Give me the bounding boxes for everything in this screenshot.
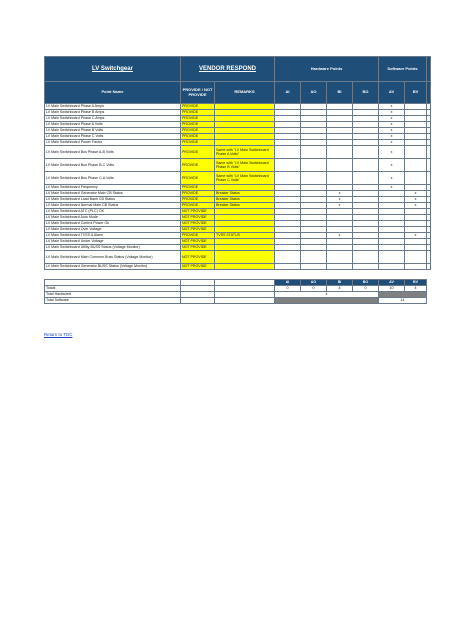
total-bv: 4 — [405, 286, 427, 292]
provide-cell: PROVIDE — [181, 128, 215, 134]
points-sheet — [44, 56, 430, 304]
row-edge — [427, 146, 431, 159]
av-cell: x — [379, 122, 405, 128]
bi-cell: x — [327, 191, 353, 197]
provide-cell: PROVIDE — [181, 191, 215, 197]
row-edge — [427, 264, 431, 270]
provide-cell: PROVIDE — [181, 134, 215, 140]
row-edge — [427, 251, 431, 264]
bi-cell — [327, 146, 353, 159]
hardwired-value: 4 — [275, 292, 379, 298]
av-cell: x — [379, 185, 405, 191]
ao-cell — [301, 159, 327, 172]
point-name-cell: LV Main Switchboard Auto Mode — [45, 215, 181, 221]
vendor-respond-heading: VENDOR RESPOND — [181, 57, 275, 82]
point-name-cell: LV Main Switchboard Bus Phase A-B Volts — [45, 146, 181, 159]
table-row — [45, 264, 431, 270]
sheet-title: LV Switchgear — [45, 57, 181, 82]
bv-cell — [405, 251, 427, 264]
col-bv: BV — [405, 82, 427, 104]
point-name-cell: LV Main Switchboard Phase C Amps — [45, 116, 181, 122]
provide-cell: NOT PROVIDE — [181, 245, 215, 251]
point-name-cell: LV Main Switchboard Bus Phase C-A Volts — [45, 172, 181, 185]
provide-cell: PROVIDE — [181, 116, 215, 122]
av-cell: x — [379, 110, 405, 116]
sum-h-ai: AI — [275, 280, 301, 286]
table-row — [45, 146, 431, 159]
sum-h-av: AV — [379, 280, 405, 286]
point-name-cell: LV Main Switchboard Frequency — [45, 185, 181, 191]
point-name-cell: LV Main Switchboard Power Factor — [45, 140, 181, 146]
provide-cell: PROVIDE — [181, 110, 215, 116]
bo-cell — [353, 172, 379, 185]
ao-cell — [301, 264, 327, 270]
bo-cell — [353, 159, 379, 172]
row-edge — [427, 172, 431, 185]
point-name-cell: LV Main Switchboard Load Bank CB Status — [45, 197, 181, 203]
total-ai: 0 — [275, 286, 301, 292]
table-row — [45, 251, 431, 264]
bi-cell: x — [327, 203, 353, 209]
total-ao: 0 — [301, 286, 327, 292]
header-edge — [427, 82, 431, 104]
remarks-cell: TVSS STATUS — [215, 233, 275, 239]
point-name-cell: LV Main Switchboard Utility BUSS Status (Voltage Monitor) — [45, 245, 181, 251]
point-name-cell: LV Main Switchboard Phase A Amps — [45, 104, 181, 110]
provide-cell: PROVIDE — [181, 203, 215, 209]
point-name-cell: LV Main Switchboard Normal Main CB Status — [45, 203, 181, 209]
point-name-cell: LV Main Switchboard Under Voltage — [45, 239, 181, 245]
bv-cell: x — [405, 191, 427, 197]
point-name-cell: LV Main Switchboard ATC (PLC) OK — [45, 209, 181, 215]
bv-cell — [405, 172, 427, 185]
col-ai: AI — [275, 82, 301, 104]
table-row — [45, 159, 431, 172]
remarks-cell: Same with "LV Main Switchboard Phase A Volts" — [215, 146, 275, 159]
provide-cell: NOT PROVIDE — [181, 215, 215, 221]
remarks-cell: Same with "LV Main Switchboard Phase C Volts" — [215, 172, 275, 185]
ai-cell — [275, 146, 301, 159]
point-name-cell: LV Main Switchboard TVSS A Alarm — [45, 233, 181, 239]
point-name-cell: LV Main Switchboard Over Voltage — [45, 227, 181, 233]
sum-h-bi: BI — [327, 280, 353, 286]
remarks-cell: Breaker Status — [215, 203, 275, 209]
bi-cell — [327, 172, 353, 185]
remarks-cell: Same with "LV Main Switchboard Phase B Volts" — [215, 159, 275, 172]
sum-h-bo: BO — [353, 280, 379, 286]
table-row — [45, 172, 431, 185]
remarks-cell — [215, 251, 275, 264]
point-name-cell: LV Main Switchboard Main Common Buss Status (Voltage Monitor) — [45, 251, 181, 264]
av-cell: x — [379, 116, 405, 122]
sum-h-ao: AO — [301, 280, 327, 286]
provide-cell: NOT PROVIDE — [181, 239, 215, 245]
bv-cell: x — [405, 203, 427, 209]
summary-table — [44, 279, 431, 304]
col-remarks: REMARKS — [215, 82, 275, 104]
software-row — [45, 298, 431, 304]
provide-cell: PROVIDE — [181, 233, 215, 239]
av-cell: x — [379, 128, 405, 134]
provide-cell: PROVIDE — [181, 197, 215, 203]
header-row-2 — [45, 82, 431, 104]
bi-cell: x — [327, 197, 353, 203]
total-bi: 4 — [327, 286, 353, 292]
bi-cell — [327, 264, 353, 270]
point-name-cell: LV Main Switchboard Generator Main CB Status — [45, 191, 181, 197]
provide-cell: PROVIDE — [181, 122, 215, 128]
provide-cell: PROVIDE — [181, 146, 215, 159]
point-name-cell: LV Main Switchboard Control Power Ok — [45, 221, 181, 227]
point-name-cell: LV Main Switchboard Bus Phase B-C Volts — [45, 159, 181, 172]
av-cell: x — [379, 104, 405, 110]
bv-cell: x — [405, 197, 427, 203]
hardware-points-heading: Hardware Points — [275, 57, 379, 82]
col-bi: BI — [327, 82, 353, 104]
av-cell: x — [379, 146, 405, 159]
point-name-cell: LV Main Switchboard Phase B Amps — [45, 110, 181, 116]
ao-cell — [301, 172, 327, 185]
bi-cell — [327, 159, 353, 172]
provide-cell: PROVIDE — [181, 172, 215, 185]
ai-cell — [275, 159, 301, 172]
ai-cell — [275, 172, 301, 185]
total-bo: 0 — [353, 286, 379, 292]
header-edge — [427, 57, 431, 82]
point-name-cell: LV Main Switchboard Phase B Volts — [45, 128, 181, 134]
bv-cell — [405, 264, 427, 270]
point-name-cell: LV Main Switchboard Phase C Volts — [45, 134, 181, 140]
bv-cell: x — [405, 233, 427, 239]
provide-cell: NOT PROVIDE — [181, 209, 215, 215]
col-provide: PROVIDE / NOT PROVIDE — [181, 82, 215, 104]
av-cell: x — [379, 159, 405, 172]
return-to-toc-link[interactable]: Return to TOC — [44, 332, 73, 337]
bo-cell — [353, 264, 379, 270]
ao-cell — [301, 251, 327, 264]
bv-cell — [405, 159, 427, 172]
remarks-cell: Breaker Status — [215, 191, 275, 197]
points-table — [44, 56, 431, 270]
remarks-cell — [215, 264, 275, 270]
ai-cell — [275, 264, 301, 270]
software-label: Total Software — [45, 298, 181, 304]
av-cell: x — [379, 172, 405, 185]
point-name-cell: LV Main Switchboard Phase A Volts — [45, 122, 181, 128]
bi-cell: x — [327, 233, 353, 239]
point-name-cell: LV Main Switchboard Generator BUSS Status (Voltage Monitor) — [45, 264, 181, 270]
ai-cell — [275, 251, 301, 264]
bi-cell — [327, 251, 353, 264]
remarks-cell: Breaker Status — [215, 197, 275, 203]
av-cell: x — [379, 140, 405, 146]
bv-cell — [405, 146, 427, 159]
software-points-heading: Software Points — [379, 57, 427, 82]
col-bo: BO — [353, 82, 379, 104]
provide-cell: NOT PROVIDE — [181, 251, 215, 264]
totals-label: Totals — [45, 286, 181, 292]
header-row-1 — [45, 57, 431, 82]
av-cell — [379, 264, 405, 270]
provide-cell: NOT PROVIDE — [181, 221, 215, 227]
hardwired-label: Total Hardwired — [45, 292, 181, 298]
av-cell — [379, 251, 405, 264]
av-cell: x — [379, 134, 405, 140]
provide-cell: PROVIDE — [181, 140, 215, 146]
provide-cell: NOT PROVIDE — [181, 264, 215, 270]
row-edge — [427, 159, 431, 172]
sum-h-bv: BV — [405, 280, 427, 286]
provide-cell: PROVIDE — [181, 159, 215, 172]
bo-cell — [353, 251, 379, 264]
total-av: 10 — [379, 286, 405, 292]
bo-cell — [353, 146, 379, 159]
provide-cell: PROVIDE — [181, 185, 215, 191]
col-av: AV — [379, 82, 405, 104]
ao-cell — [301, 146, 327, 159]
col-point-name: Point Name — [45, 82, 181, 104]
provide-cell: PROVIDE — [181, 104, 215, 110]
provide-cell: NOT PROVIDE — [181, 227, 215, 233]
software-value: 14 — [379, 298, 427, 304]
col-ao: AO — [301, 82, 327, 104]
